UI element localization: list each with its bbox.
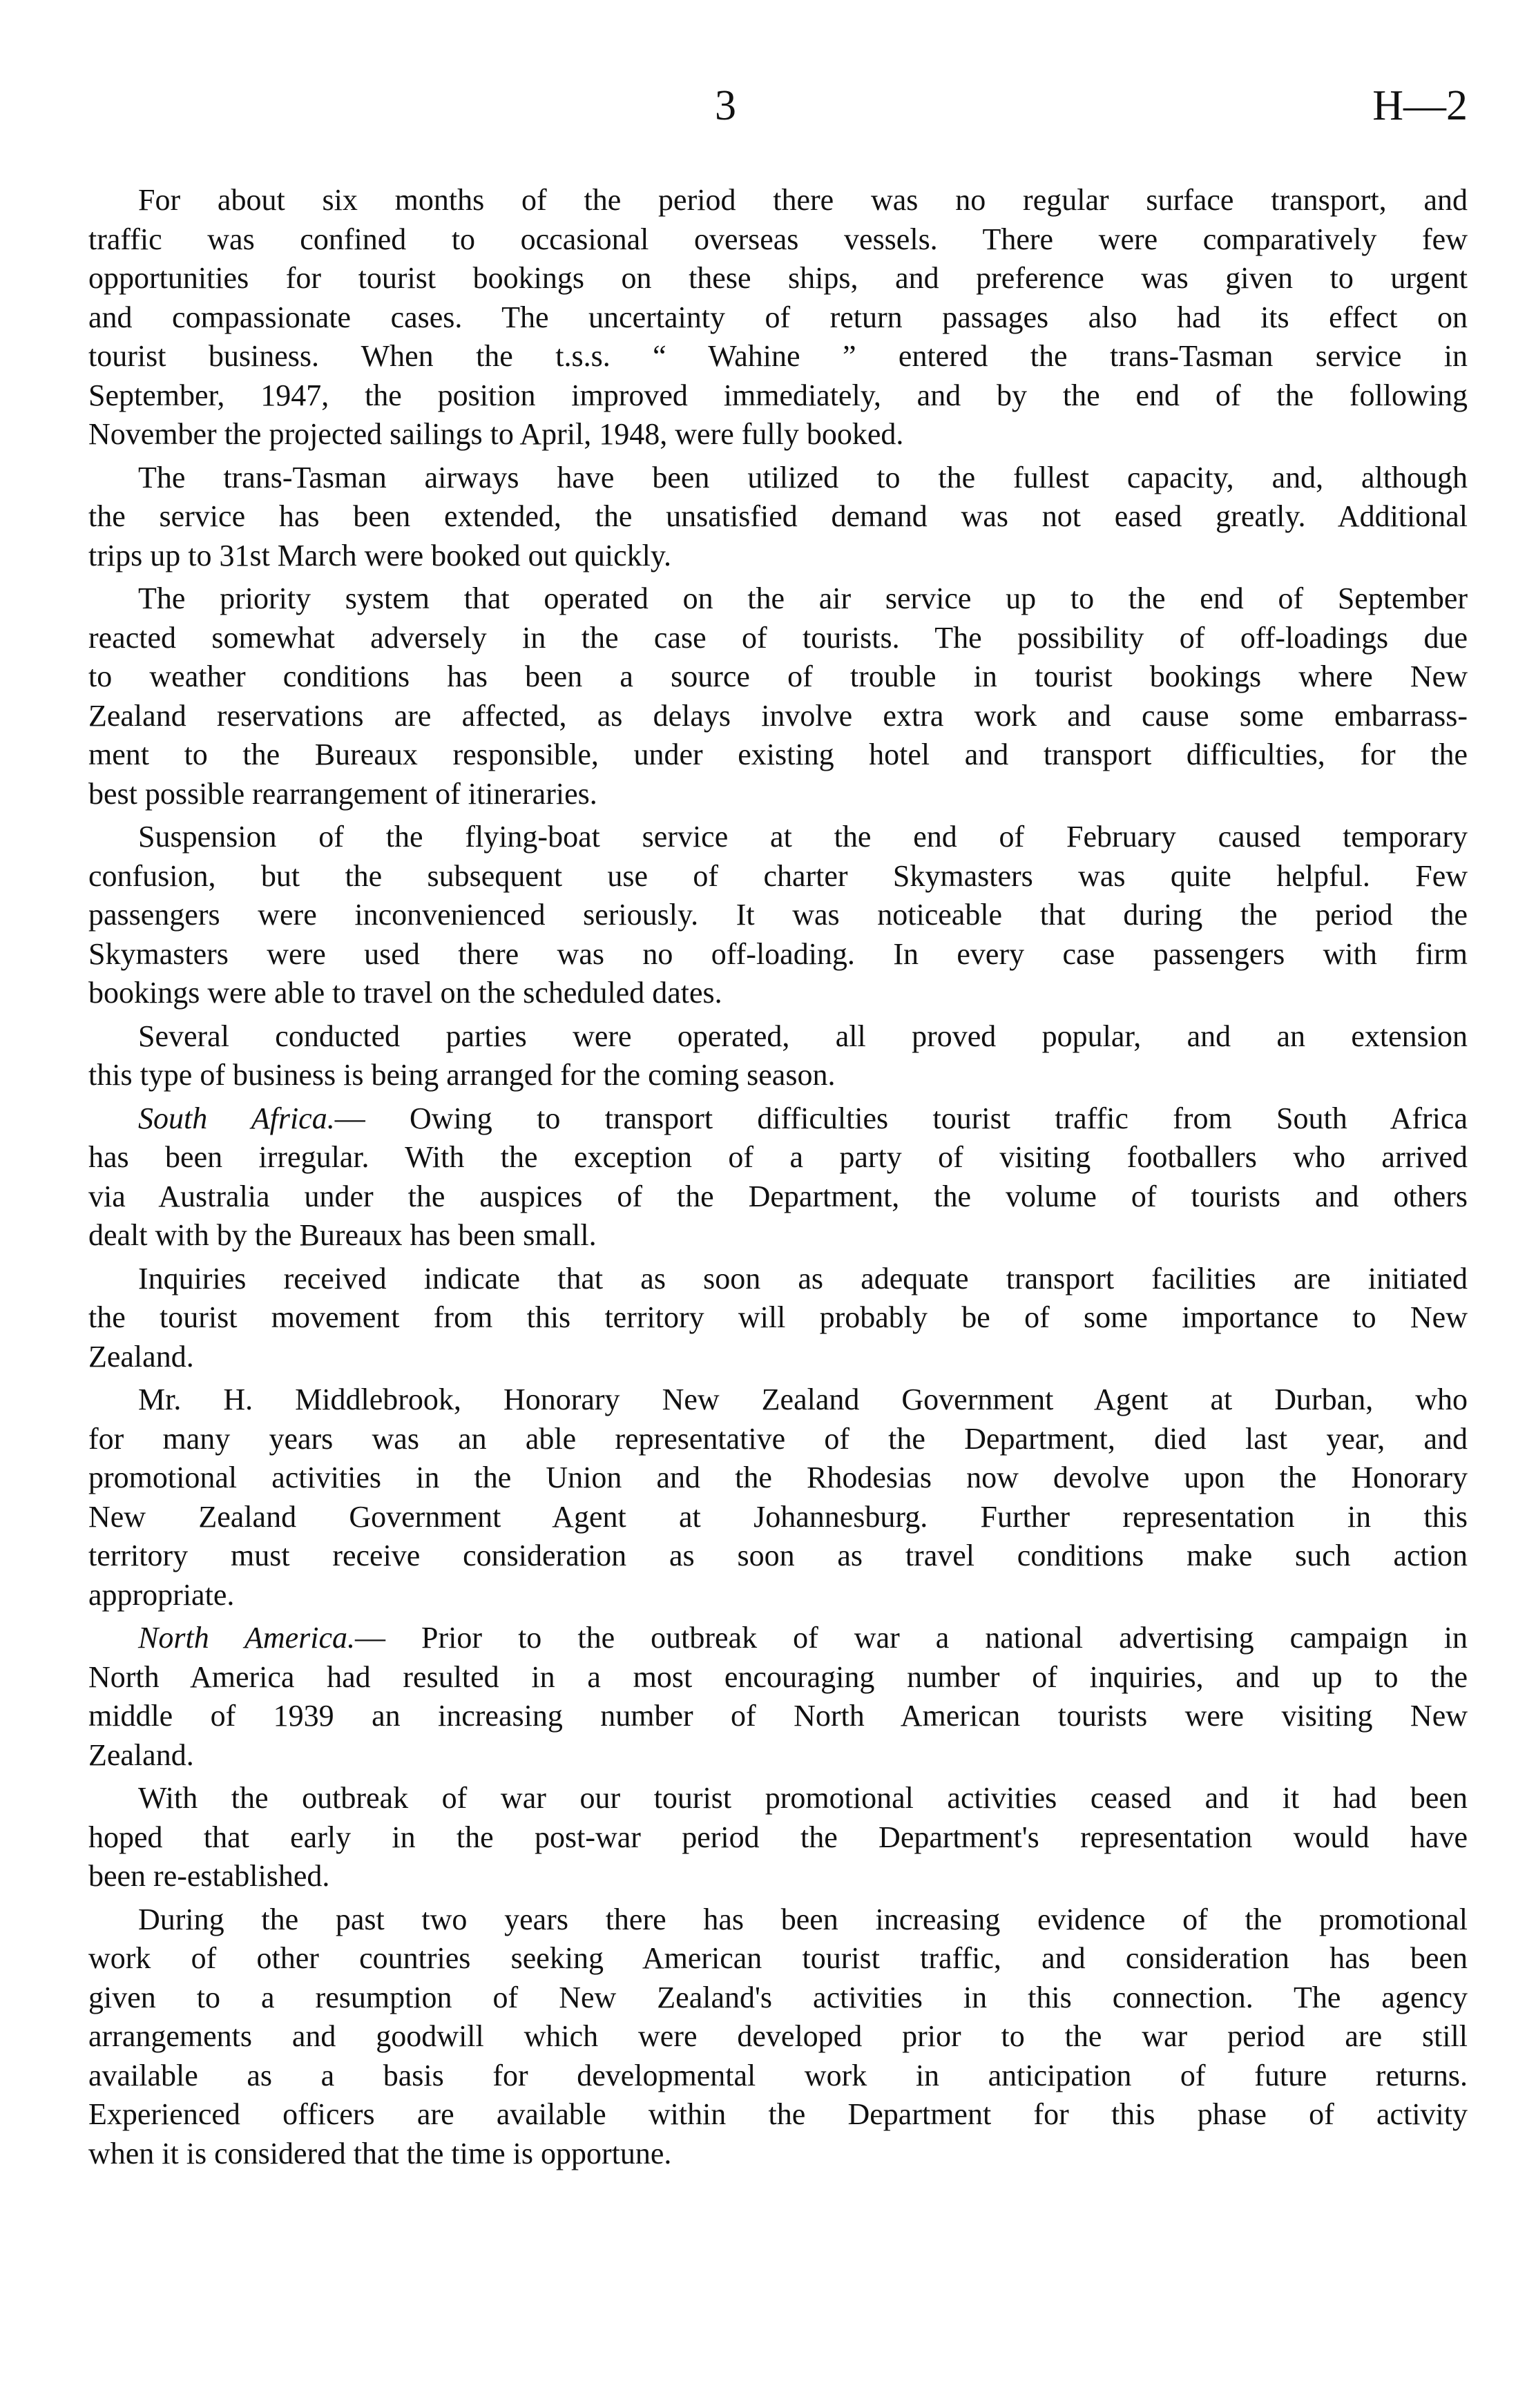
text-line xyxy=(88,337,1468,376)
text-line xyxy=(88,298,1468,338)
text-line xyxy=(88,1017,1468,1057)
line-text: the service has been extended, the unsatisfied demand was not eased greatly. Additional xyxy=(88,499,1468,533)
line-text: has been irregular. With the exception of a party of visiting footballers who arrived xyxy=(88,1140,1468,1174)
text-line xyxy=(88,1099,1468,1139)
paragraph xyxy=(88,1099,1468,1255)
text-line xyxy=(88,1779,1468,1818)
text-line xyxy=(88,1900,1468,1940)
document-code: H—2 xyxy=(1372,82,1468,129)
text-line xyxy=(88,1939,1468,1978)
text-line xyxy=(88,459,1468,498)
text-line xyxy=(88,1298,1468,1338)
text-line xyxy=(88,1978,1468,2018)
line-text: hoped that early in the post-war period the Department's representation would have xyxy=(88,1820,1468,1854)
text-line xyxy=(88,579,1468,619)
text-line xyxy=(88,1380,1468,1420)
line-text: available as a basis for developmental work in anticipation of future returns. xyxy=(88,2058,1468,2092)
line-text: Skymasters were used there was no off-loading. In every case passengers with firm xyxy=(88,936,1468,971)
paragraph xyxy=(88,1017,1468,1095)
paragraph xyxy=(88,459,1468,576)
text-line xyxy=(88,1537,1468,1576)
line-text: arrangements and goodwill which were developed prior to the war period are still xyxy=(88,2019,1468,2053)
line-text: opportunities for tourist bookings on these ships, and preference was given to urgent xyxy=(88,261,1468,295)
text-line xyxy=(88,415,1468,454)
line-text: Mr. H. Middlebrook, Honorary New Zealand Government Agent at Durban, who xyxy=(138,1383,1468,1416)
text-line xyxy=(88,1056,1468,1095)
text-line xyxy=(88,974,1468,1013)
line-text: via Australia under the auspices of the Department, the volume of tourists and others xyxy=(88,1179,1468,1213)
text-line xyxy=(88,896,1468,935)
line-text: During the past two years there has been increasing evidence of the promotional xyxy=(138,1902,1468,1936)
line-text: Zealand. xyxy=(88,1737,194,1772)
line-text: appropriate. xyxy=(88,1577,235,1612)
line-text: Zealand. xyxy=(88,1339,194,1374)
line-text: November the projected sailings to April, 1948, were fully booked. xyxy=(88,417,904,451)
paragraph xyxy=(88,579,1468,813)
text-line xyxy=(88,2017,1468,2057)
line-text: For about six months of the period there was no regular surface transport, and xyxy=(138,183,1468,217)
text-line xyxy=(88,619,1468,658)
section-heading: North America. xyxy=(138,1621,355,1655)
text-line xyxy=(88,497,1468,537)
line-text: work of other countries seeking American tourist traffic, and consideration has been xyxy=(88,1941,1468,1975)
line-text: — Owing to transport difficulties tourist traffic from South Africa xyxy=(334,1101,1468,1135)
text-line xyxy=(88,1138,1468,1177)
line-text: reacted somewhat adversely in the case of tourists. The possibility of off-loadings due xyxy=(88,620,1468,655)
paragraph xyxy=(88,1260,1468,1377)
text-line xyxy=(88,181,1468,220)
line-text: this type of business is being arranged for the coming season. xyxy=(88,1058,836,1092)
text-line xyxy=(88,735,1468,775)
text-line xyxy=(88,1260,1468,1299)
line-text: New Zealand Government Agent at Johannesburg. Further representation in this xyxy=(88,1499,1468,1534)
line-text: The priority system that operated on the air service up to the end of September xyxy=(138,581,1468,615)
text-line xyxy=(88,2095,1468,2135)
text-line xyxy=(88,259,1468,298)
text-line xyxy=(88,1420,1468,1459)
line-text: September, 1947, the position improved immediately, and by the end of the following xyxy=(88,378,1468,412)
text-line xyxy=(88,1576,1468,1615)
body-text xyxy=(88,181,1468,2177)
line-text: The trans-Tasman airways have been utilized to the fullest capacity, and, although xyxy=(138,460,1468,494)
line-text: bookings were able to travel on the scheduled dates. xyxy=(88,976,722,1010)
line-text: promotional activities in the Union and the Rhodesias now devolve upon the Honorary xyxy=(88,1461,1468,1494)
line-text: given to a resumption of New Zealand's activities in this connection. The agency xyxy=(88,1980,1468,2014)
text-line xyxy=(88,1658,1468,1697)
text-line xyxy=(88,1619,1468,1658)
text-line xyxy=(88,537,1468,576)
text-line xyxy=(88,775,1468,814)
text-line xyxy=(88,818,1468,857)
text-line xyxy=(88,376,1468,416)
paragraph xyxy=(88,1619,1468,1775)
line-text: tourist business. When the t.s.s. “ Wahine ” entered the trans-Tasman service in xyxy=(88,339,1468,373)
line-text: Experienced officers are available within the Department for this phase of activity xyxy=(88,2097,1468,2131)
line-text: — Prior to the outbreak of war a national advertising campaign in xyxy=(355,1621,1468,1655)
line-text: Suspension of the flying-boat service at the end of February caused temporary xyxy=(138,820,1468,854)
line-text: the tourist movement from this territory will probably be of some importance to New xyxy=(88,1300,1468,1334)
line-text: trips up to 31st March were booked out quickly. xyxy=(88,538,671,572)
text-line xyxy=(88,1216,1468,1255)
line-text: Several conducted parties were operated, all proved popular, and an extension xyxy=(138,1019,1468,1053)
line-text: ment to the Bureaux responsible, under existing hotel and transport difficulties, for the xyxy=(88,738,1468,771)
line-text: best possible rearrangement of itineraries. xyxy=(88,776,597,811)
line-text: when it is considered that the time is opportune. xyxy=(88,2136,672,2170)
text-line xyxy=(88,1818,1468,1858)
line-text: for many years was an able representative of the Department, died last year, and xyxy=(88,1421,1468,1456)
paragraph xyxy=(88,818,1468,1013)
line-text: been re-established. xyxy=(88,1859,330,1893)
paragraph xyxy=(88,181,1468,454)
section-heading: South Africa. xyxy=(138,1101,335,1135)
paragraph xyxy=(88,1779,1468,1896)
text-line xyxy=(88,1736,1468,1775)
text-line xyxy=(88,1857,1468,1896)
text-line xyxy=(88,857,1468,896)
line-text: and compassionate cases. The uncertainty of return passages also had its effect on xyxy=(88,300,1468,334)
paragraph xyxy=(88,1900,1468,2174)
line-text: With the outbreak of war our tourist promotional activities ceased and it had been xyxy=(138,1781,1468,1815)
text-line xyxy=(88,2057,1468,2096)
text-line xyxy=(88,1338,1468,1377)
text-line xyxy=(88,1177,1468,1217)
text-line xyxy=(88,657,1468,697)
line-text: North America had resulted in a most encouraging number of inquiries, and up to the xyxy=(88,1659,1468,1694)
page-number: 3 xyxy=(715,82,736,129)
line-text: dealt with by the Bureaux has been small. xyxy=(88,1218,597,1252)
line-text: middle of 1939 an increasing number of North American tourists were visiting New xyxy=(88,1699,1468,1733)
text-line xyxy=(88,1498,1468,1537)
paragraph xyxy=(88,1380,1468,1615)
line-text: confusion, but the subsequent use of charter Skymasters was quite helpful. Few xyxy=(88,858,1468,893)
text-line xyxy=(88,935,1468,974)
text-line xyxy=(88,1697,1468,1736)
line-text: passengers were inconvenienced seriously. It was noticeable that during the period the xyxy=(88,898,1468,932)
text-line xyxy=(88,1458,1468,1498)
text-line xyxy=(88,2135,1468,2174)
line-text: Inquiries received indicate that as soon as adequate transport facilities are initiated xyxy=(138,1261,1468,1295)
line-text: Zealand reservations are affected, as delays involve extra work and cause some embarrass- xyxy=(88,698,1468,733)
line-text: traffic was confined to occasional overseas vessels. There were comparatively few xyxy=(88,222,1468,256)
text-line xyxy=(88,697,1468,736)
line-text: to weather conditions has been a source of trouble in tourist bookings where New xyxy=(88,659,1468,693)
text-line xyxy=(88,220,1468,260)
line-text: territory must receive consideration as soon as travel conditions make such action xyxy=(88,1539,1468,1572)
